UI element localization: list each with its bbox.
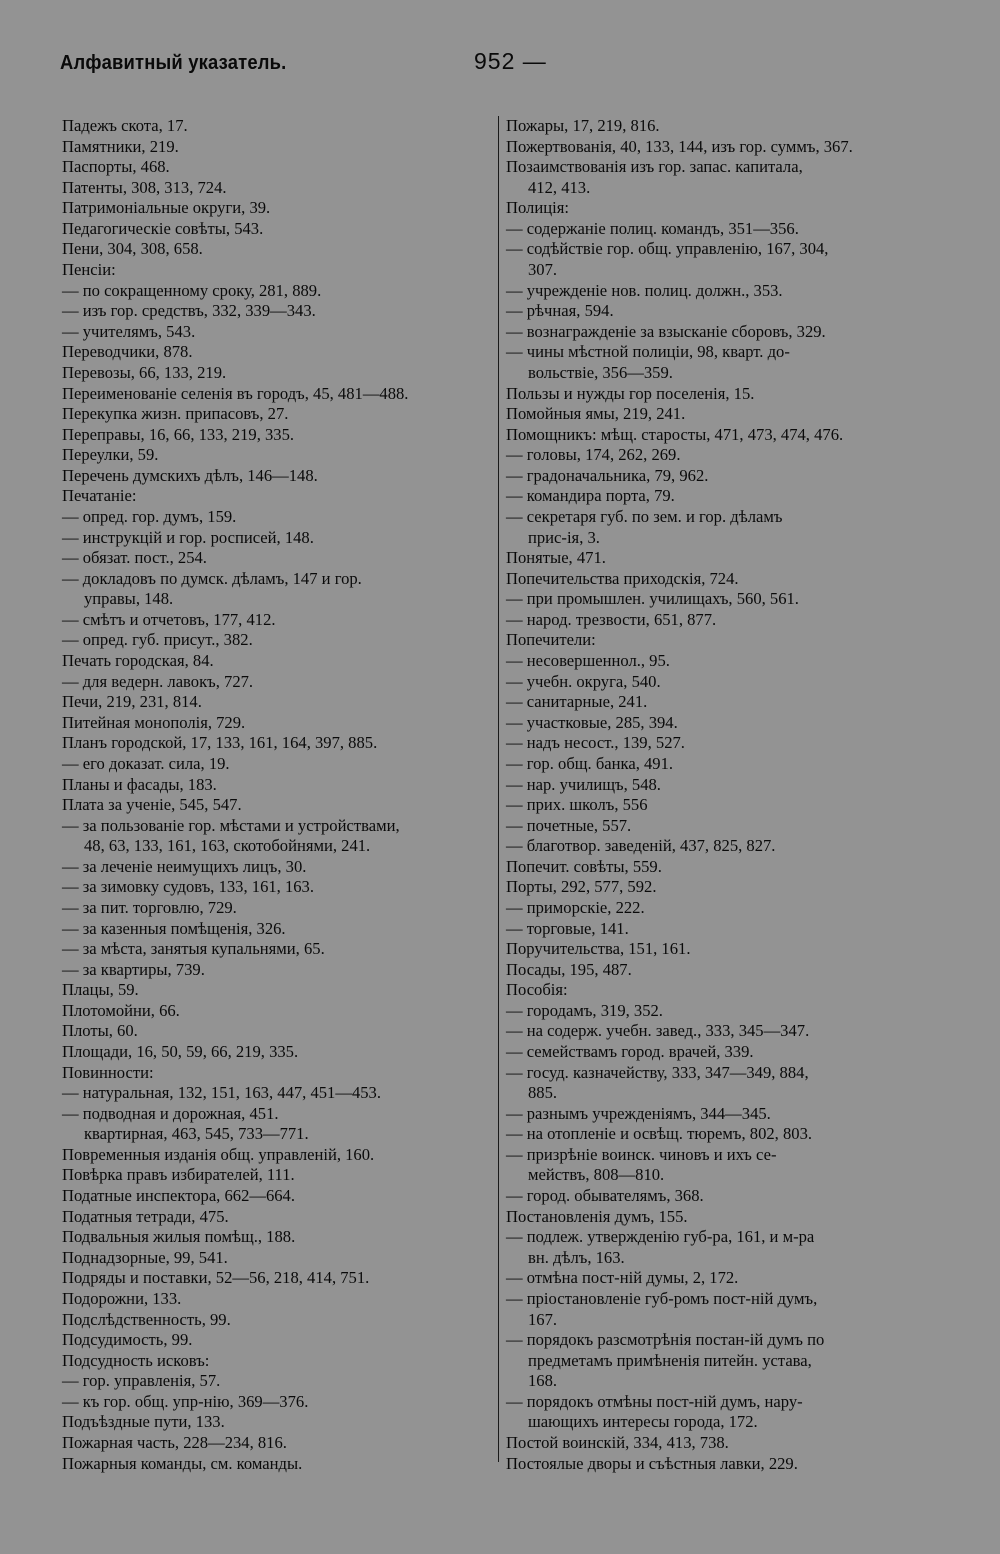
index-entry: — изъ гор. средствъ, 332, 339—343. [62,301,316,321]
index-entry: — секретаря губ. по зем. и гор. дѣламъ [506,506,783,526]
index-entry: Помойныя ямы, 219, 241. [506,404,686,424]
index-entry: Пени, 304, 308, 658. [62,239,203,259]
index-entry: предметамъ примѣненія питейн. устава, [528,1350,812,1370]
index-entry: Подвальныя жилыя помѣщ., 188. [62,1227,296,1247]
index-entry: — несовершеннол., 95. [506,651,670,671]
index-entry: — за пит. торговлю, 729. [62,897,237,917]
index-entry: Постоялые дворы и съѣстныя лавки, 229. [506,1453,798,1473]
index-entry: Подорожни, 133. [62,1288,182,1308]
index-entry: 307. [528,260,558,280]
index-entry: — головы, 174, 262, 269. [506,445,681,465]
index-entry: — за зимовку судовъ, 133, 161, 163. [62,877,315,897]
index-entry: — пріостановленіе губ-ромъ пост-ній думъ, [506,1288,818,1308]
index-entry: Постой воинскій, 334, 413, 738. [506,1433,729,1452]
index-entry: Переправы, 16, 66, 133, 219, 335. [62,424,295,444]
index-entry: — командира порта, 79. [506,486,675,506]
index-entry: — гор. общ. банка, 491. [506,753,674,773]
index-entry: Постановленія думъ, 155. [506,1206,688,1226]
index-entry: — опред. гор. думъ, 159. [62,506,237,526]
index-entry: Перевозы, 66, 133, 219. [62,362,227,382]
index-entry: Пожертвованія, 40, 133, 144, изъ гор. суммъ, 367. [506,136,853,156]
index-entry: Пользы и нужды гор поселенія, 15. [506,383,755,403]
index-entry: — за мѣста, занятыя купальнями, 65. [62,939,325,959]
index-entry: шающихъ интересы города, 172. [528,1412,758,1432]
index-entry: — содѣйствіе гор. общ. управленію, 167, 304, [506,239,829,259]
index-entry: вн. дѣлъ, 163. [528,1247,625,1267]
index-entry: Печатаніе: [62,486,137,506]
index-entry: — обязат. пост., 254. [62,548,207,568]
index-entry: Повѣрка правъ избирателей, 111. [62,1165,295,1185]
index-entry: — прих. школъ, 556 [506,795,648,815]
index-entry: Печи, 219, 231, 814. [62,692,202,712]
index-entry: — надъ несост., 139, 527. [506,733,685,753]
index-entry: Податные инспектора, 662—664. [62,1186,296,1206]
index-entry: Перечень думскихъ дѣлъ, 146—148. [62,465,318,485]
index-entry: 885. [528,1083,558,1103]
index-entry: — подводная и дорожная, 451. [62,1103,279,1123]
index-entry: 167. [528,1309,558,1329]
index-entry: Полиція: [506,198,569,218]
index-entry: Подсудимость, 99. [62,1330,193,1350]
index-entry: мействъ, 808—810. [528,1165,665,1185]
index-entry: — чины мѣстной полиціи, 98, кварт. до- [506,342,790,362]
index-entry: Переименованіе селенія въ городъ, 45, 481—488. [62,383,409,403]
index-entry: Плата за ученіе, 545, 547. [62,795,242,815]
index-entry: Посады, 195, 487. [506,959,632,979]
index-entry: — рѣчная, 594. [506,301,614,321]
index-entry: — приморскіе, 222. [506,897,645,917]
index-entry: — натуральная, 132, 151, 163, 447, 451—453. [62,1083,381,1103]
index-entry: Понятые, 471. [506,548,606,568]
index-entry: Помощникъ: мѣщ. старосты, 471, 473, 474, 476. [506,424,844,444]
index-entry: Перекупка жизн. припасовъ, 27. [62,404,289,424]
index-entry: Пожарныя команды, см. команды. [62,1453,303,1473]
index-entry: — для ведерн. лавокъ, 727. [62,671,254,691]
index-entry: — на содерж. учебн. завед., 333, 345—347. [506,1021,810,1041]
index-entry: Плоты, 60. [62,1021,138,1041]
index-entry: Планъ городской, 17, 133, 161, 164, 397, 885. [62,733,378,753]
index-entry: — город. обывателямъ, 368. [506,1186,704,1206]
index-entry: Площади, 16, 50, 59, 66, 219, 335. [62,1042,299,1062]
index-entry: — почетные, 557. [506,815,632,835]
page-number: 952 — [474,48,547,74]
index-entry: 168. [528,1371,558,1391]
index-entry: управы, 148. [84,589,174,609]
index-entry: — санитарные, 241. [506,692,648,712]
index-entry: Подсудность исковъ: [62,1350,210,1370]
index-entry: Подряды и поставки, 52—56, 218, 414, 751. [62,1268,370,1288]
index-entry: — за леченіе неимущихъ лицъ, 30. [62,856,307,876]
index-entry: Поручительства, 151, 161. [506,939,691,959]
index-entry: — разнымъ учрежденіямъ, 344—345. [506,1103,771,1123]
page-header [60,48,940,86]
index-entry: квартирная, 463, 545, 733—771. [84,1124,309,1144]
index-entry: — благотвор. заведеній, 437, 825, 827. [506,836,776,856]
index-entry: Памятники, 219. [62,136,179,156]
index-entry: — за квартиры, 739. [62,959,205,979]
index-entry: Падежъ скота, 17. [62,116,188,135]
index-entry: — содержаніе полиц. командъ, 351—356. [506,218,799,238]
index-entry: вольствіе, 356—359. [528,362,673,382]
index-entry: Планы и фасады, 183. [62,774,217,794]
index-entry: — учебн. округа, 540. [506,671,661,691]
index-entry: — за казенныя помѣщенія, 326. [62,918,286,938]
index-entry: Попечители: [506,630,596,650]
index-entry: Поднадзорные, 99, 541. [62,1247,228,1267]
index-entry: Пенсіи: [62,260,116,280]
index-entry: — по сокращенному сроку, 281, 889. [62,280,322,300]
left-column [62,116,492,1474]
index-entry: Патенты, 308, 313, 724. [62,177,227,197]
index-entry: Повинности: [62,1062,154,1082]
index-entry: — призрѣніе воинск. чиновъ и ихъ се- [506,1144,777,1164]
index-entry: Повременныя изданія общ. управленій, 160. [62,1144,375,1164]
index-entry: Порты, 292, 577, 592. [506,877,657,897]
index-entry: Попечит. совѣты, 559. [506,856,662,876]
index-title: Алфавитный указатель. [60,52,287,74]
index-entry: — подлеж. утвержденію губ-ра, 161, и м-ра [506,1227,815,1247]
index-entry: Пособія: [506,980,568,1000]
index-entry: — торговые, 141. [506,918,629,938]
index-entry: прис-ія, 3. [528,527,600,547]
index-entry: — порядокъ разсмотрѣнія постан-ій думъ по [506,1330,825,1350]
index-entry: — семействамъ город. врачей, 339. [506,1042,754,1062]
index-entry: — нар. училищъ, 548. [506,774,661,794]
index-entry: — городамъ, 319, 352. [506,1000,663,1020]
index-entry: Позаимствованія изъ гор. запас. капитала, [506,157,803,177]
index-entry: — участковые, 285, 394. [506,712,678,732]
index-entry: — гор. управленія, 57. [62,1371,221,1391]
index-entry: — опред. губ. присут., 382. [62,630,253,650]
column-divider [498,116,499,1462]
index-entry: Плотомойни, 66. [62,1000,180,1020]
index-entry: Питейная монополія, 729. [62,712,246,732]
index-entry: Подъѣздные пути, 133. [62,1412,225,1432]
index-entry: Педагогическіе совѣты, 543. [62,218,264,238]
index-entry: — градоначальника, 79, 962. [506,465,709,485]
index-entry: — народ. трезвости, 651, 877. [506,609,717,629]
index-entry: Паспорты, 468. [62,157,170,177]
index-entry: Пожарная часть, 228—234, 816. [62,1433,287,1452]
index-entry: Подслѣдственность, 99. [62,1309,231,1329]
index-entry: — инструкцій и гор. росписей, 148. [62,527,314,547]
index-entry: — къ гор. общ. упр-нію, 369—376. [62,1391,309,1411]
index-entry: — порядокъ отмѣны пост-ній думъ, нару- [506,1391,803,1411]
index-entry: Переулки, 59. [62,445,159,465]
index-entry: — учителямъ, 543. [62,321,196,341]
index-entry: — на отопленіе и освѣщ. тюремъ, 802, 803. [506,1124,813,1144]
index-entry: 48, 63, 133, 161, 163, скотобойнями, 241. [84,836,371,856]
index-entry: Пожары, 17, 219, 816. [506,116,660,135]
index-entry: — его доказат. сила, 19. [62,753,230,773]
index-entry: Плацы, 59. [62,980,139,1000]
index-entry: Переводчики, 878. [62,342,193,362]
index-entry: — докладовъ по думск. дѣламъ, 147 и гор. [62,568,362,588]
index-entry: 412, 413. [528,177,591,197]
index-entry: — за пользованіе гор. мѣстами и устройствами, [62,815,400,835]
right-column [506,116,936,1474]
index-entry: — учрежденіе нов. полиц. должн., 353. [506,280,783,300]
index-entry: Печать городская, 84. [62,651,214,671]
index-entry: — вознагражденіе за взысканіе сборовъ, 329. [506,321,826,341]
index-entry: Попечительства приходскія, 724. [506,568,739,588]
index-entry: Податныя тетради, 475. [62,1206,229,1226]
index-entry: Патримоніальные округи, 39. [62,198,271,218]
index-entry: — при промышлен. училищахъ, 560, 561. [506,589,799,609]
index-entry: — смѣтъ и отчетовъ, 177, 412. [62,609,276,629]
index-entry: — отмѣна пост-ній думы, 2, 172. [506,1268,739,1288]
index-entry: — госуд. казначейству, 333, 347—349, 884, [506,1062,809,1082]
